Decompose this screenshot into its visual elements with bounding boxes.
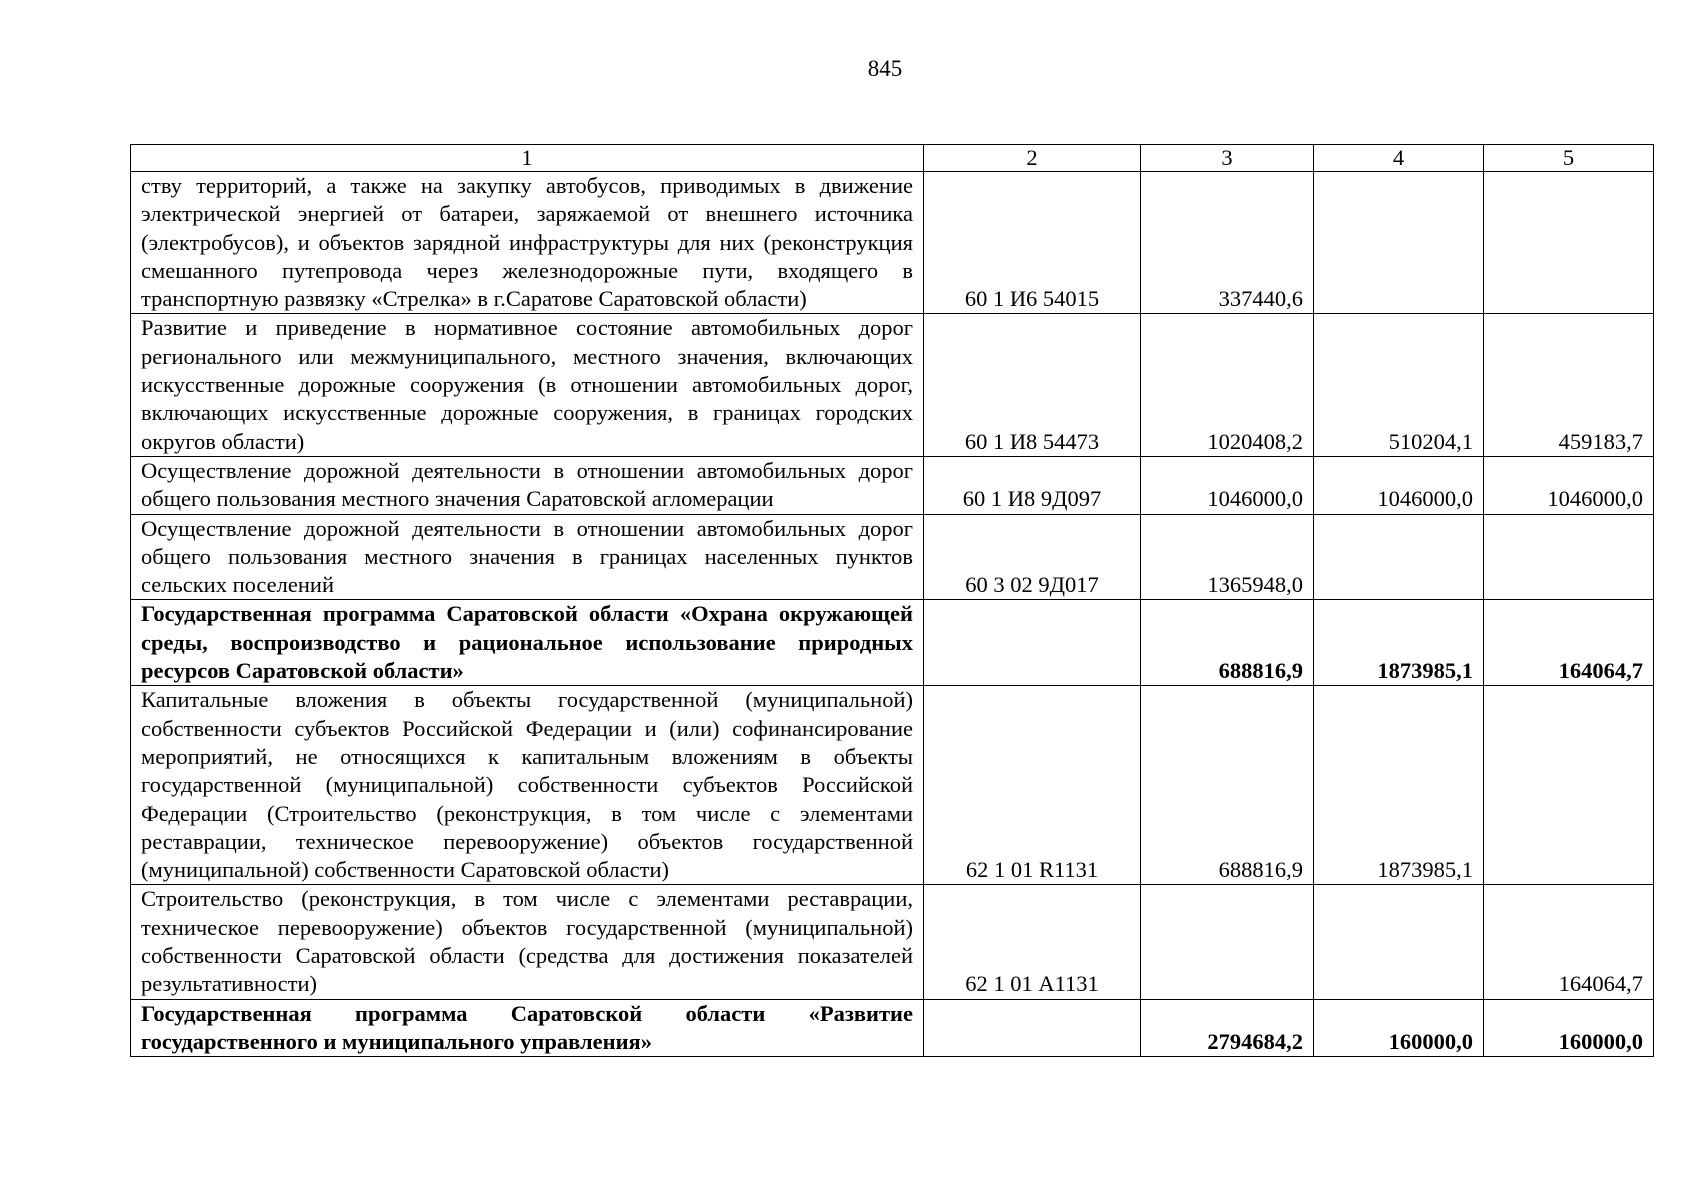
- header-row: [131, 145, 1654, 172]
- row-value-col4: 160000,0: [1314, 999, 1484, 1057]
- row-code: 60 1 И6 54015: [924, 172, 1141, 314]
- row-description: Развитие и приведение в нормативное состояние автомобильных дорог регионального или межмуниципального, местного значения, включающих искусственные дорожные сооружения (в отношении автомобильных дорог, включающих искусственные дорожные сооружения, в границах городских округов области): [131, 314, 924, 456]
- table-row: [131, 314, 1654, 456]
- row-value-col3: 1020408,2: [1141, 314, 1314, 456]
- row-value-col4: 1873985,1: [1314, 686, 1484, 885]
- row-value-col3: 688816,9: [1141, 686, 1314, 885]
- table-row: [131, 456, 1654, 514]
- row-code: [924, 999, 1141, 1057]
- header-cell: 5: [1484, 145, 1654, 172]
- row-code: 62 1 01 R1131: [924, 686, 1141, 885]
- row-description: Строительство (реконструкция, в том числе с элементами реставрации, техническое перевооружение) объектов государственной (муниципальной) собственности Саратовской области (средства для достижения показателей результативности): [131, 885, 924, 999]
- page-number: 845: [867, 56, 903, 81]
- row-code: 60 3 02 9Д017: [924, 514, 1141, 600]
- table-row: [131, 885, 1654, 999]
- row-value-col5: [1484, 172, 1654, 314]
- row-description: Капитальные вложения в объекты государственной (муниципальной) собственности субъектов Российской Федерации и (или) софинансирование мероприятий, не относящихся к капитальным вложениям в объекты государственной (муниципальной) собственности субъектов Российской Федерации (Строительство (реконструкция, в том числе с элементами реставрации, техническое перевооружение) объектов государственной (муниципальной) собственности Саратовской области): [131, 686, 924, 885]
- table-row: [131, 172, 1654, 314]
- row-value-col4: 1046000,0: [1314, 456, 1484, 514]
- row-code: 60 1 И8 54473: [924, 314, 1141, 456]
- row-value-col4: [1314, 514, 1484, 600]
- header-cell: 3: [1141, 145, 1314, 172]
- row-code: [924, 600, 1141, 686]
- row-value-col3: 688816,9: [1141, 600, 1314, 686]
- row-value-col3: 1365948,0: [1141, 514, 1314, 600]
- row-description: ству территорий, а также на закупку автобусов, приводимых в движение электрической энергией от батареи, заряжаемой от внешнего источника (электробусов), и объектов зарядной инфраструктуры для них (реконструкция смешанного путепровода через железнодорожные пути, входящего в транспортную развязку «Стрелка» в г.Саратове Саратовской области): [131, 172, 924, 314]
- budget-table: [130, 144, 1654, 1057]
- row-value-col5: 1046000,0: [1484, 456, 1654, 514]
- row-description: Государственная программа Саратовской области «Развитие государственного и муниципального управления»: [131, 999, 924, 1057]
- table-row: [131, 686, 1654, 885]
- row-value-col4: 1873985,1: [1314, 600, 1484, 686]
- row-value-col5: 459183,7: [1484, 314, 1654, 456]
- row-value-col3: 2794684,2: [1141, 999, 1314, 1057]
- row-value-col4: 510204,1: [1314, 314, 1484, 456]
- row-value-col5: 164064,7: [1484, 600, 1654, 686]
- header-cell: 1: [131, 145, 924, 172]
- row-code: 62 1 01 А1131: [924, 885, 1141, 999]
- row-code: 60 1 И8 9Д097: [924, 456, 1141, 514]
- table-row: [131, 600, 1654, 686]
- row-value-col5: 164064,7: [1484, 885, 1654, 999]
- row-value-col5: [1484, 686, 1654, 885]
- header-cell: 4: [1314, 145, 1484, 172]
- row-value-col4: [1314, 885, 1484, 999]
- table-row: [131, 999, 1654, 1057]
- row-description: Осуществление дорожной деятельности в отношении автомобильных дорог общего пользования местного значения Саратовской агломерации: [131, 456, 924, 514]
- table-body: [131, 172, 1654, 1057]
- row-description: Государственная программа Саратовской области «Охрана окружающей среды, воспроизводство и рациональное использование природных ресурсов Саратовской области»: [131, 600, 924, 686]
- row-value-col4: [1314, 172, 1484, 314]
- row-value-col5: 160000,0: [1484, 999, 1654, 1057]
- row-value-col5: [1484, 514, 1654, 600]
- table-row: [131, 514, 1654, 600]
- header-cell: 2: [924, 145, 1141, 172]
- row-description: Осуществление дорожной деятельности в отношении автомобильных дорог общего пользования местного значения в границах населенных пунктов сельских поселений: [131, 514, 924, 600]
- row-value-col3: 1046000,0: [1141, 456, 1314, 514]
- row-value-col3: [1141, 885, 1314, 999]
- row-value-col3: 337440,6: [1141, 172, 1314, 314]
